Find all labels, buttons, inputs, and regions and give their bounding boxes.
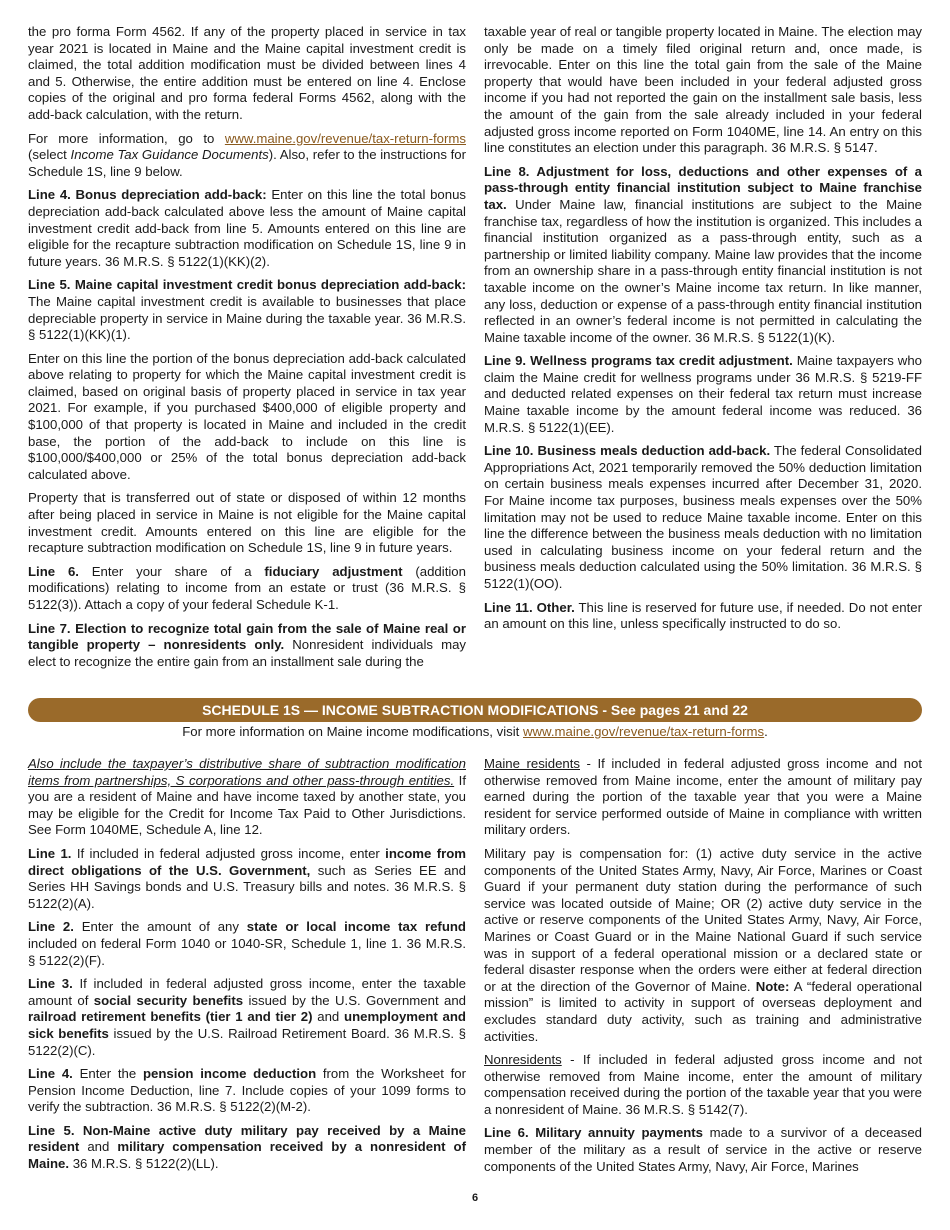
modifications-link[interactable]: www.maine.gov/revenue/tax-return-forms [523, 724, 765, 739]
paragraph-more-info: For more information, go to www.maine.gov/revenue/tax-return-forms (select Income Tax Guidance Documents). Also, refer to the instructions for Schedule 1S, line 9 below. [28, 130, 466, 179]
maine-residents-paragraph: Maine residents - If included in federal adjusted gross income and not otherwise removed from Maine income, enter the amount of military pay earned during the portion of the taxable year that you were a Maine resident for service performed outside of Maine in compliance with written military orders. [484, 756, 923, 838]
line-4-subtraction-instructions: Line 4. Enter the pension income deduction from the Worksheet for Pension Income Deduction, line 7. Include copies of your 1099 forms to verify the subtraction. 36 M.R.S. § 5122(2)(M-2). [28, 1066, 466, 1115]
top-right-column [484, 24, 922, 640]
line-3-instructions: Line 3. If included in federal adjusted gross income, enter the taxable amount of social security benefits issued by the U.S. Government and railroad retirement benefits (tier 1 and tier 2) and unemployment and sick benefits issued by the U.S. Railroad Retirement Board. 36 M.R.S. § 5122(2)(C). [28, 976, 467, 1058]
line-2-instructions: Line 2. Enter the amount of any state or local income tax refund included on federal Form 1040 or 1040-SR, Schedule 1, line 1. 36 M.R.S. § 5122(2)(F). [28, 919, 466, 968]
line-9-instructions: Line 9. Wellness programs tax credit adjustment. Maine taxpayers who claim the Maine credit for wellness programs under 36 M.R.S. § 5219-FF and deducted related expenses on their federal tax return must increase Maine taxable income by the amount federal income was reduced. 36 M.R.S. § 5122(1)(EE). [484, 353, 922, 435]
nonresidents-paragraph: Nonresidents - If included in federal adjusted gross income and not otherwise removed from Maine income, enter the amount of military compensation received during the portion of the taxable year that you were a nonresident of Maine. 36 M.R.S. § 5142(7). [484, 1052, 922, 1117]
paragraph: Enter on this line the portion of the bonus depreciation add-back calculated above relating to property for which the Maine capital investment credit is claimed, based on original basis of property placed in service in tax year 2021. For example, if you purchased $400,000 of eligible property and $100,000 of that property is located in Maine and included in the credit base, the portion of the add-back to include on this line is $100,000/$400,000 or 25% of the total bonus depreciation add-back calculated above. [28, 350, 466, 482]
line-4-instructions: Line 4. Bonus depreciation add-back: Enter on this line the total bonus depreciation add-back calculated above less the amount of Maine capital investment credit add-back from line 5. Amounts entered on this line are eligible for the recapture subtraction modification on Schedule 1S, line 9 in future years. 36 M.R.S. § 5122(1)(KK)(2). [28, 187, 467, 269]
schedule-1s-intro: Also include the taxpayer’s distributive share of subtraction modification items from partnerships, S corporations and other pass-through entities. If you are a resident of Maine and have income taxed by another state, you may be eligible for the Credit for Income Tax Paid to Other Jurisdictions. See Form 1040ME, Schedule A, line 12. [28, 756, 466, 838]
page-number: 6 [471, 1192, 479, 1204]
line-11-instructions: Line 11. Other. This line is reserved for future use, if needed. Do not enter an amount on this line, unless specifically instructed to do so. [484, 599, 922, 632]
line-10-instructions: Line 10. Business meals deduction add-back. The federal Consolidated Appropriations Act, 2021 temporarily removed the 50% deduction limitation on certain business meals expenses incurred after December 31, 2020. For Maine income tax purposes, business meals expenses over the 50% limitation may not be used to reduce Maine taxable income. Enter on this line the difference between the business meals deduction with no limitation used in calculating business income on your federal return and the business meals deduction calculated using the 50% limitation. 36 M.R.S. § 5122(1)(OO). [484, 443, 922, 591]
paragraph: Property that is transferred out of state or disposed of within 12 months after being placed in service in Maine is not eligible for the Maine capital investment credit. Amounts entered on this line are eligible for the recapture subtraction modification on Schedule 1S, line 9 in future years. [28, 490, 466, 556]
line-1-instructions: Line 1. If included in federal adjusted gross income, enter income from direct obligations of the U.S. Government, such as Series EE and Series HH Savings bonds and U.S. Treasury bills and notes. 36 M.R.S. § 5122(2)(A). [28, 845, 467, 911]
bottom-right-column [484, 756, 922, 1182]
line-5-subtraction-instructions: Line 5. Non-Maine active duty military pay received by a Maine resident and military compensation received by a nonresident of Maine. 36 M.R.S. § 5122(2)(LL). [28, 1122, 466, 1172]
top-left-column [28, 24, 466, 677]
line-6-subtraction-instructions: Line 6. Military annuity payments made to a survivor of a deceased member of the military as a result of service in the active or reserve components of the United States Army, Navy, Air Force, Marines [484, 1125, 923, 1174]
paragraph: the pro forma Form 4562. If any of the property placed in service in tax year 2021 is located in Maine and the Maine capital investment credit is claimed, the total addition modification must be divided between lines 4 and 5. Otherwise, the entire addition must be entered on line 4. Enclose copies of the original and pro forma federal Forms 4562, along with the add-back calculation, with the return. [28, 24, 466, 122]
banner-subline: For more information on Maine income modifications, visit www.maine.gov/revenue/tax-return-forms. [182, 724, 768, 739]
paragraph: taxable year of real or tangible property located in Maine. The election may only be made on a timely filed original return and, once made, is irrevocable. Enter on this line the total gain from the sale of the Maine property that would have been included in your federal adjusted gross income if you had not reported the gain on the installment sale basis, less the amount of the gain from the sale already included in your federal adjusted gross income reported on Form 1040ME, line 14. An entry on this line constitutes an election under this paragraph. 36 M.R.S. § 5147. [484, 24, 922, 156]
line-6-instructions: Line 6. Enter your share of a fiduciary adjustment (addition modifications) relating to income from an estate or trust (36 M.R.S. § 5122(3)). Attach a copy of your federal Schedule K-1. [28, 563, 466, 612]
military-pay-paragraph: Military pay is compensation for: (1) active duty service in the active components of the United States Army, Navy, Air Force, Marines or Coast Guard if your permanent duty station during the performance of such service was located outside of Maine; OR (2) active duty service in the active or reserve components of the United States Army, Navy, Air Force, Marines or Coast Guard or in the Maine National Guard if such service was in support of a federal operational mission or a declared state or federal disaster response when the orders were either at federal direction or at the direction of the Governor of Maine. Note: A “federal operational mission” is limited to activity in support of overseas deployment and excludes standard duty activity, such as training and administrative activities. [484, 845, 922, 1044]
schedule-1s-banner: SCHEDULE 1S — INCOME SUBTRACTION MODIFICATIONS - See pages 21 and 22 [28, 698, 922, 722]
bottom-left-column [28, 756, 466, 1180]
tax-return-forms-link[interactable]: www.maine.gov/revenue/tax-return-forms [224, 130, 466, 146]
line-7-instructions: Line 7. Election to recognize total gain from the sale of Maine real or tangible property – nonresidents only. Nonresident individuals may elect to recognize the entire gain from an installment sale during the [28, 620, 466, 669]
line-5-instructions: Line 5. Maine capital investment credit bonus depreciation add-back: The Maine capital investment credit is available to businesses that place depreciable property in service in Maine during the taxable year. 36 M.R.S. § 5122(1)(KK)(1). [28, 277, 466, 343]
line-8-instructions: Line 8. Adjustment for loss, deductions and other expenses of a pass-through entity financial institution subject to Maine franchise tax. Under Maine law, financial institutions are subject to the Maine franchise tax, regardless of how the institution is organized. This includes a financial institution organized as a pass-through entity, such as a partnership or limited liability company. Maine law provides that the income from an ownership share in a pass-through entity financial institution is not taxable income on the owner’s Maine income tax return. In like manner, any loss, deduction or expense of a pass-through entity financial institution reflected in an owner’s federal income is not permitted in calculating the Maine taxable income of the owner. 36 M.R.S. § 5122(1)(K). [484, 163, 922, 345]
